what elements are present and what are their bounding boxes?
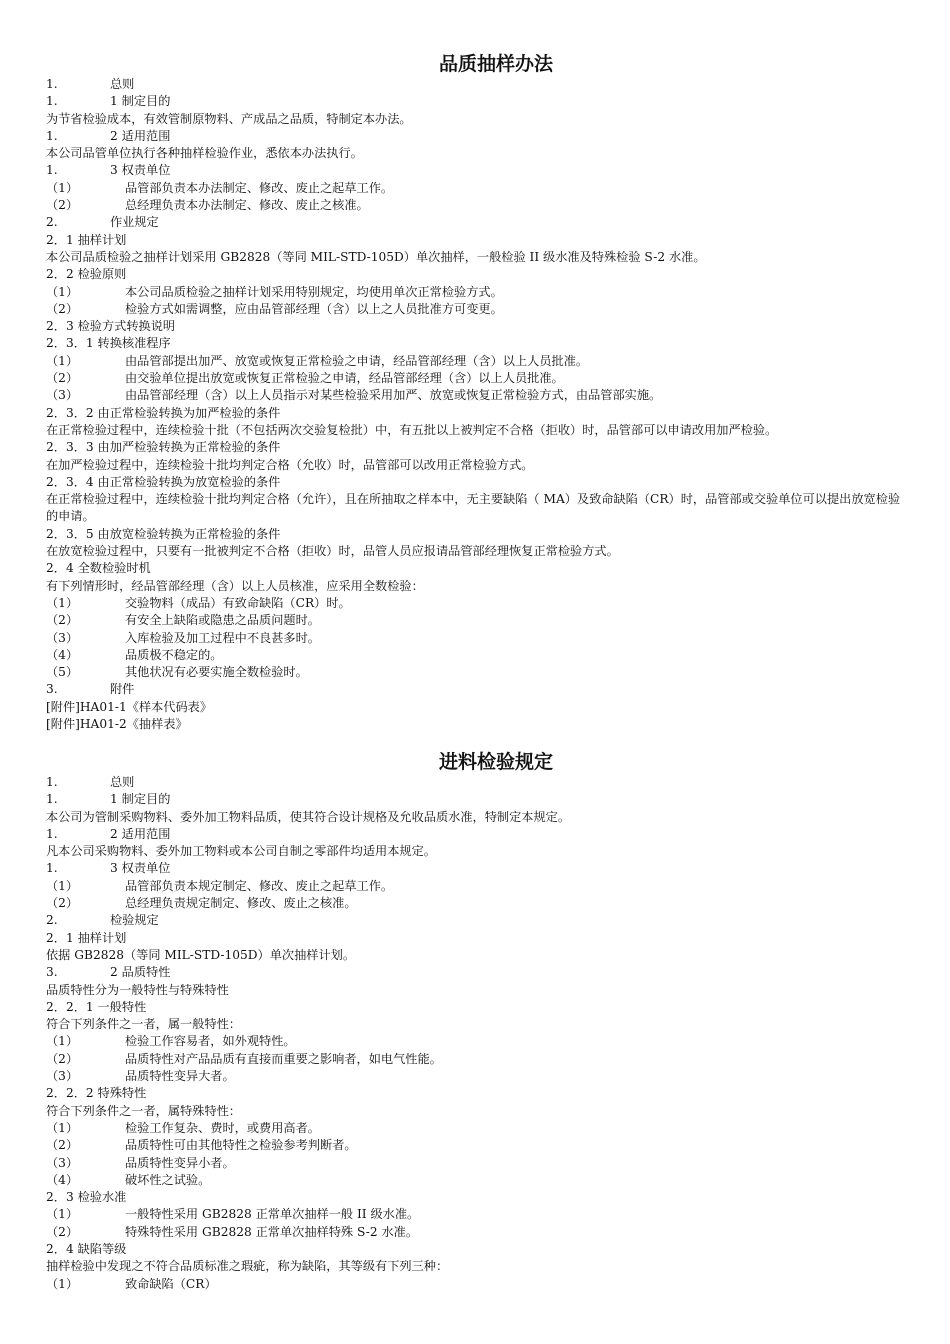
- text-line: [46, 791, 906, 808]
- line-text: 检验规定: [110, 913, 159, 928]
- text-line: [46, 93, 906, 110]
- line-text: 作业规定: [110, 215, 159, 230]
- item-marker: （5）: [46, 665, 79, 680]
- text-line: [46, 162, 906, 179]
- text-line: [46, 1155, 906, 1172]
- line-text: 品管部负责本办法制定、修改、废止之起草工作。: [125, 180, 394, 195]
- text-line: [46, 664, 906, 681]
- text-line: 2．3 检验方式转换说明: [46, 319, 176, 334]
- section-number: 2.: [46, 215, 58, 230]
- incoming-inspection-body: [46, 774, 906, 1293]
- text-line: [46, 1051, 906, 1068]
- line-text: 入库检验及加工过程中不良甚多时。: [125, 630, 320, 645]
- text-line: [46, 774, 906, 791]
- text-line: [46, 301, 906, 318]
- item-marker: （1）: [46, 1276, 79, 1291]
- item-marker: （1）: [46, 878, 79, 893]
- item-marker: （3）: [46, 388, 79, 403]
- text-line: 品质特性分为一般特性与特殊特性: [46, 982, 229, 997]
- text-line: 抽样检验中发现之不符合品质标准之瑕疵，称为缺陷，其等级有下列三种：: [46, 1259, 449, 1274]
- text-line: 2．3．5 由放宽检验转换为正常检验的条件: [46, 526, 281, 541]
- text-line: 本公司为管制采购物料、委外加工物料品质，使其符合设计规格及允收品质水准，特制定本规定。: [46, 809, 571, 824]
- line-text: 3 权责单位: [110, 861, 171, 876]
- text-line: 凡本公司采购物料、委外加工物料或本公司自制之零部件均适用本规定。: [46, 844, 436, 859]
- line-text: 总则: [110, 775, 135, 789]
- text-line: 符合下列条件之一者，属特殊特性：: [46, 1103, 241, 1118]
- text-line: 本公司品管单位执行各种抽样检验作业，悉依本办法执行。: [46, 146, 363, 161]
- item-marker: （2）: [46, 1224, 79, 1239]
- line-text: 特殊特性采用 GB2828 正常单次抽样特殊 S-2 水准。: [125, 1224, 419, 1239]
- document-title-incoming-inspection: 进料检验规定: [438, 751, 553, 773]
- line-text: 由品管部提出加严、放宽或恢复正常检验之申请，经品管部经理（含）以上人员批准。: [125, 353, 589, 368]
- text-line: [46, 595, 906, 612]
- text-line: [46, 895, 906, 912]
- line-text: 品质特性可由其他特性之检验参考判断者。: [125, 1138, 357, 1153]
- text-line: [46, 647, 906, 664]
- item-marker: （1）: [46, 1207, 79, 1222]
- line-text: 2 品质特性: [110, 965, 171, 980]
- text-line: 符合下列条件之一者，属一般特性：: [46, 1017, 241, 1032]
- line-text: 3 权责单位: [110, 163, 171, 178]
- text-line: 2．2．2 特殊特性: [46, 1086, 147, 1101]
- line-text: 检验工作容易者，如外观特性。: [125, 1034, 296, 1049]
- section-number: 1.: [46, 792, 58, 807]
- item-marker: （2）: [46, 301, 79, 316]
- item-marker: （2）: [46, 613, 79, 628]
- text-line: [46, 878, 906, 895]
- item-marker: （4）: [46, 647, 79, 662]
- text-line: [46, 1033, 906, 1050]
- text-line: [46, 387, 906, 404]
- item-marker: （4）: [46, 1172, 79, 1187]
- item-marker: （2）: [46, 1051, 79, 1066]
- line-text: 1 制定目的: [110, 792, 171, 807]
- text-line: 2．3．1 转换核准程序: [46, 336, 171, 351]
- text-line: [46, 284, 906, 301]
- item-marker: （1）: [46, 1034, 79, 1049]
- text-line: [附件]HA01-1《样本代码表》: [46, 699, 213, 714]
- line-text: 品管部负责本规定制定、修改、废止之起草工作。: [125, 878, 394, 893]
- line-text: 品质极不稳定的。: [125, 647, 223, 662]
- line-text: 品质特性对产品品质有直接而重要之影响者，如电气性能。: [125, 1051, 442, 1066]
- text-line: [46, 964, 906, 981]
- line-text: 总经理负责规定制定、修改、废止之核准。: [125, 896, 357, 911]
- text-line: 2．3 检验水准: [46, 1190, 127, 1205]
- text-line: [46, 214, 906, 231]
- line-text: 检验工作复杂、费时，或费用高者。: [125, 1120, 320, 1135]
- line-text: 检验方式如需调整，应由品管部经理（含）以上之人员批准方可变更。: [125, 301, 503, 316]
- section-number: 1.: [46, 128, 58, 143]
- text-line: 2．3．2 由正常检验转换为加严检验的条件: [46, 405, 281, 420]
- text-line: [46, 128, 906, 145]
- line-text: 2 适用范围: [110, 826, 171, 841]
- text-line: 在正常检验过程中，连续检验十批（不包括两次交验复检批）中，有五批以上被判定不合格（拒收）时，品管部可以申请改用加严检验。: [46, 422, 778, 437]
- section-number: 3.: [46, 965, 58, 980]
- line-text: 由交验单位提出放宽或恢复正常检验之申请，经品管部经理（含）以上人员批准。: [125, 371, 564, 386]
- text-line: [46, 630, 906, 647]
- document-title-sampling: 品质抽样办法: [438, 53, 553, 75]
- text-line: [附件]HA01-2《抽样表》: [46, 716, 188, 731]
- line-text: 品质特性变异小者。: [125, 1155, 235, 1170]
- text-line: 2．2 检验原则: [46, 267, 127, 282]
- text-line: [46, 826, 906, 843]
- item-marker: （3）: [46, 630, 79, 645]
- item-marker: （3）: [46, 1069, 79, 1084]
- text-line: 2．1 抽样计划: [46, 930, 127, 945]
- text-line: [46, 370, 906, 387]
- line-text: 本公司品质检验之抽样计划采用特别规定，均使用单次正常检验方式。: [125, 284, 503, 299]
- item-marker: （1）: [46, 180, 79, 195]
- item-marker: （3）: [46, 1155, 79, 1170]
- text-line: [46, 1224, 906, 1241]
- item-marker: （1）: [46, 353, 79, 368]
- text-line: [46, 180, 906, 197]
- text-line: [46, 353, 906, 370]
- section-number: 2.: [46, 913, 58, 928]
- line-text: 有安全上缺陷或隐患之品质问题时。: [125, 613, 320, 628]
- text-line: [46, 1172, 906, 1189]
- section-number: 1.: [46, 77, 58, 91]
- text-line: [46, 1137, 906, 1154]
- sampling-procedure-body: [46, 76, 906, 733]
- section-number: 1.: [46, 775, 58, 789]
- line-text: 由品管部经理（含）以上人员指示对某些检验采用加严、放宽或恢复正常检验方式，由品管部实施。: [125, 388, 662, 403]
- section-number: 1.: [46, 94, 58, 109]
- text-line: [46, 912, 906, 929]
- line-text: 品质特性变异大者。: [125, 1069, 235, 1084]
- text-line: [46, 860, 906, 877]
- section-number: 3.: [46, 682, 58, 697]
- section-number: 1.: [46, 826, 58, 841]
- text-line: [46, 1068, 906, 1085]
- text-line: 在放宽检验过程中，只要有一批被判定不合格（拒收）时，品管人员应报请品管部经理恢复正常检验方式。: [46, 544, 619, 559]
- text-line: 本公司品质检验之抽样计划采用 GB2828（等同 MIL-STD-105D）单次抽样，一般检验 II 级水准及特殊检验 S-2 水准。: [46, 249, 706, 264]
- line-text: 致命缺陷（CR）: [125, 1276, 217, 1291]
- item-marker: （2）: [46, 1138, 79, 1153]
- text-line: 有下列情形时，经品管部经理（含）以上人员核准，应采用全数检验：: [46, 578, 424, 593]
- line-text: 附件: [110, 682, 135, 697]
- text-line: 2．2．1 一般特性: [46, 999, 147, 1014]
- text-line: [46, 197, 906, 214]
- line-text: 一般特性采用 GB2828 正常单次抽样一般 II 级水准。: [125, 1207, 420, 1222]
- line-text: 总则: [110, 77, 135, 91]
- item-marker: （2）: [46, 371, 79, 386]
- line-text: 其他状况有必要实施全数检验时。: [125, 665, 308, 680]
- text-line: 为节省检验成本，有效管制原物料、产成品之品质，特制定本办法。: [46, 111, 412, 126]
- line-text: 交验物料（成品）有致命缺陷（CR）时。: [125, 595, 351, 610]
- item-marker: （1）: [46, 1120, 79, 1135]
- line-text: 1 制定目的: [110, 94, 171, 109]
- text-line: [46, 612, 906, 629]
- item-marker: （2）: [46, 896, 79, 911]
- text-line: 2．4 全数检验时机: [46, 561, 151, 576]
- text-line: [46, 1120, 906, 1137]
- text-line: [46, 76, 906, 93]
- item-marker: （2）: [46, 198, 79, 213]
- text-line: 2．1 抽样计划: [46, 232, 127, 247]
- line-text: 2 适用范围: [110, 128, 171, 143]
- text-line: 依据 GB2828（等同 MIL-STD-105D）单次抽样计划。: [46, 947, 356, 962]
- section-number: 1.: [46, 861, 58, 876]
- text-line: [46, 1276, 906, 1293]
- line-text: 总经理负责本办法制定、修改、废止之核准。: [125, 198, 369, 213]
- item-marker: （1）: [46, 595, 79, 610]
- text-line: [46, 681, 906, 698]
- text-line: [46, 1206, 906, 1223]
- item-marker: （1）: [46, 284, 79, 299]
- text-line: 在正常检验过程中，连续检验十批均判定合格（允许），且在所抽取之样本中，无主要缺陷（ MA）及致命缺陷（CR）时，品管部或交验单位可以提出放宽检验的申请。: [46, 492, 901, 524]
- text-line: 2．4 缺陷等级: [46, 1242, 127, 1257]
- section-number: 1.: [46, 163, 58, 178]
- text-line: 2．3．3 由加严检验转换为正常检验的条件: [46, 440, 281, 455]
- line-text: 破坏性之试验。: [125, 1172, 211, 1187]
- text-line: 2．3．4 由正常检验转换为放宽检验的条件: [46, 474, 281, 489]
- text-line: 在加严检验过程中，连续检验十批均判定合格（允收）时，品管部可以改用正常检验方式。: [46, 457, 534, 472]
